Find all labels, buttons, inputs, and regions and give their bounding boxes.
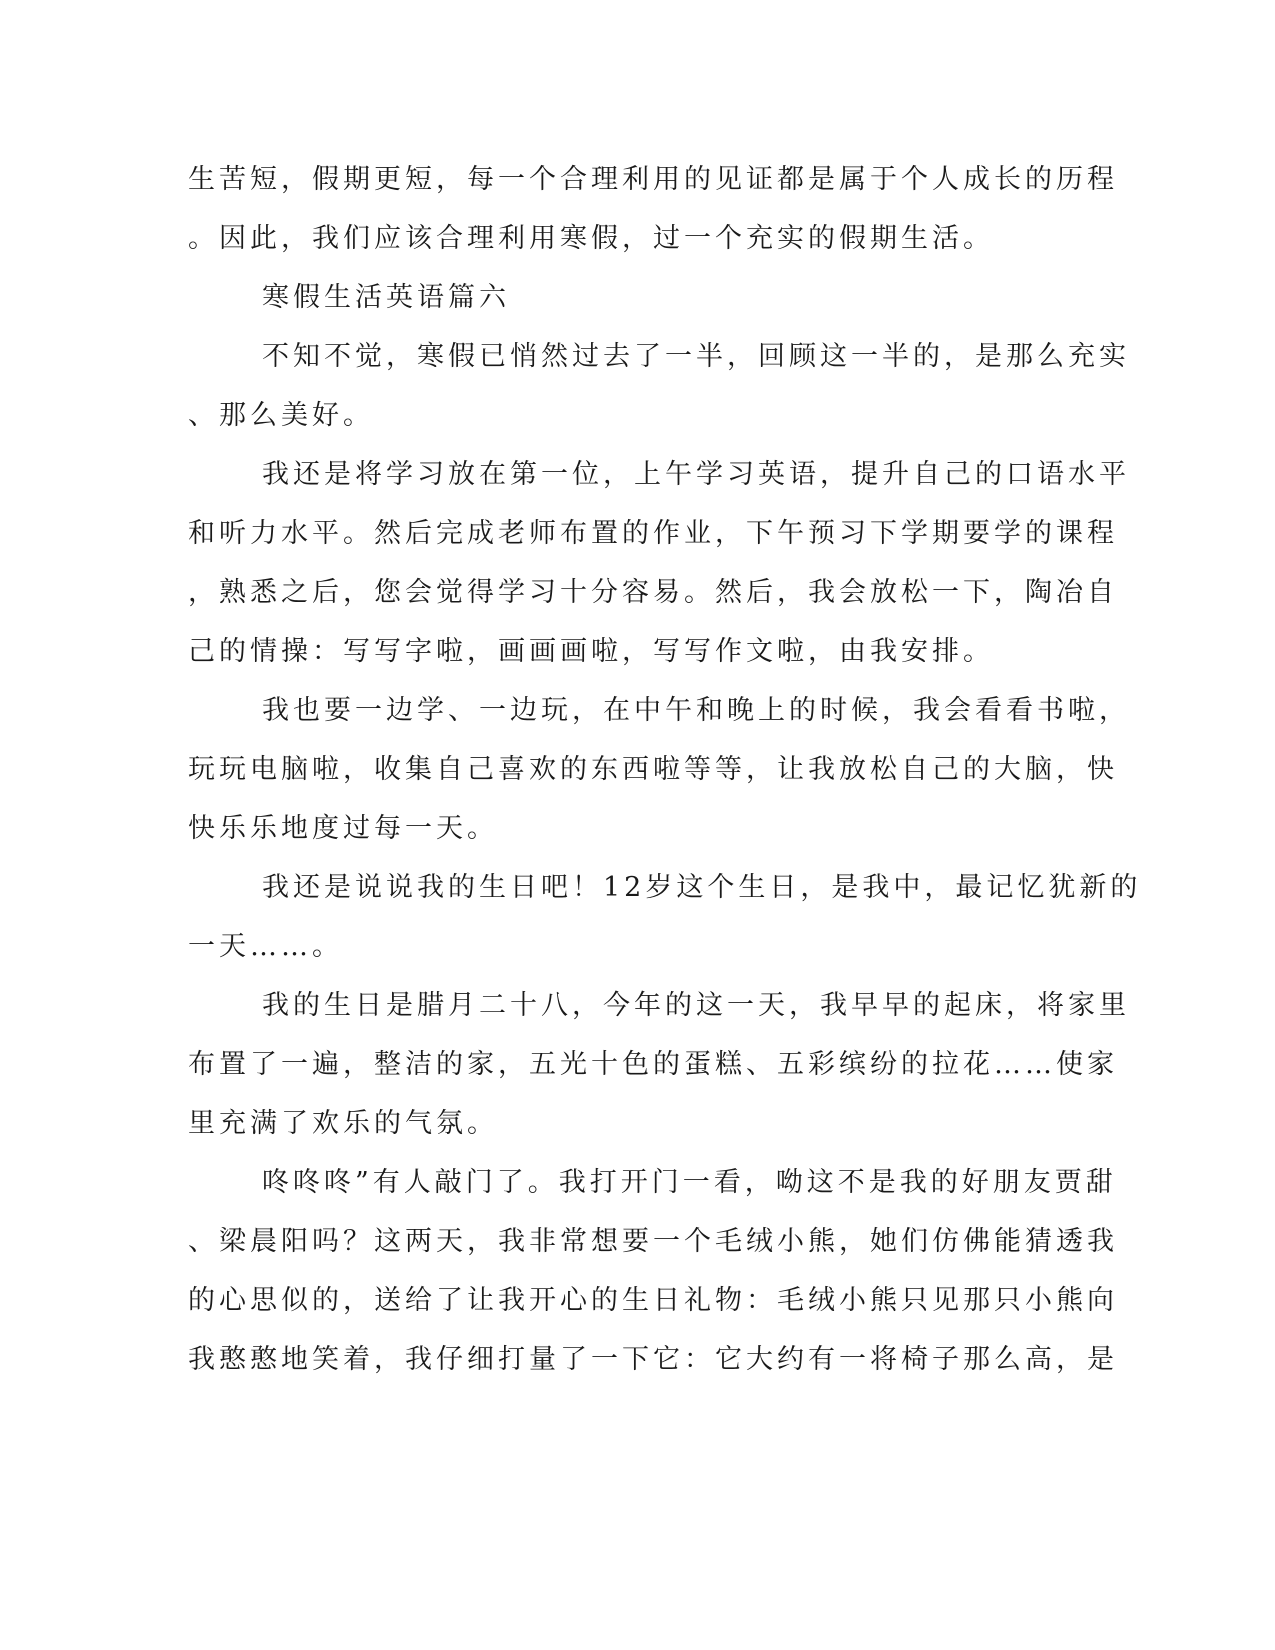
text-line: 我憨憨地笑着，我仔细打量了一下它：它大约有一将椅子那么高，是 — [188, 1344, 1118, 1375]
text-line: 。因此，我们应该合理利用寒假，过一个充实的假期生活。 — [188, 223, 994, 254]
text-line: 我还是说说我的生日吧！12岁这个生日，是我中，最记忆犹新的 — [262, 872, 1142, 903]
text-line: ，熟悉之后，您会觉得学习十分容易。然后，我会放松一下，陶冶自 — [188, 577, 1118, 608]
text-line: 不知不觉，寒假已悄然过去了一半，回顾这一半的，是那么充实 — [262, 341, 1130, 372]
text-line: 的心思似的，送给了让我开心的生日礼物：毛绒小熊只见那只小熊向 — [188, 1285, 1118, 1316]
text-line: 我的生日是腊月二十八，今年的这一天，我早早的起床，将家里 — [262, 990, 1130, 1021]
text-line: 我还是将学习放在第一位，上午学习英语，提升自己的口语水平 — [262, 459, 1130, 490]
text-line: 快乐乐地度过每一天。 — [188, 813, 498, 844]
text-line: 一天……。 — [188, 931, 343, 962]
text-line: 、梁晨阳吗？这两天，我非常想要一个毛绒小熊，她们仿佛能猜透我 — [188, 1226, 1118, 1257]
text-line: 布置了一遍，整洁的家，五光十色的蛋糕、五彩缤纷的拉花……使家 — [188, 1049, 1118, 1080]
text-line: 玩玩电脑啦，收集自己喜欢的东西啦等等，让我放松自己的大脑，快 — [188, 754, 1118, 785]
text-line: 里充满了欢乐的气氛。 — [188, 1108, 498, 1139]
text-line: 和听力水平。然后完成老师布置的作业，下午预习下学期要学的课程 — [188, 518, 1118, 549]
text-line: 生苦短，假期更短，每一个合理利用的见证都是属于个人成长的历程 — [188, 164, 1118, 195]
text-line: 我也要一边学、一边玩，在中午和晚上的时候，我会看看书啦， — [262, 695, 1130, 726]
text-line: 、那么美好。 — [188, 400, 374, 431]
text-line: 己的情操：写写字啦，画画画啦，写写作文啦，由我安排。 — [188, 636, 994, 667]
text-line: 咚咚咚”有人敲门了。我打开门一看，呦这不是我的好朋友贾甜 — [262, 1167, 1117, 1198]
section-heading: 寒假生活英语篇六 — [262, 282, 510, 313]
